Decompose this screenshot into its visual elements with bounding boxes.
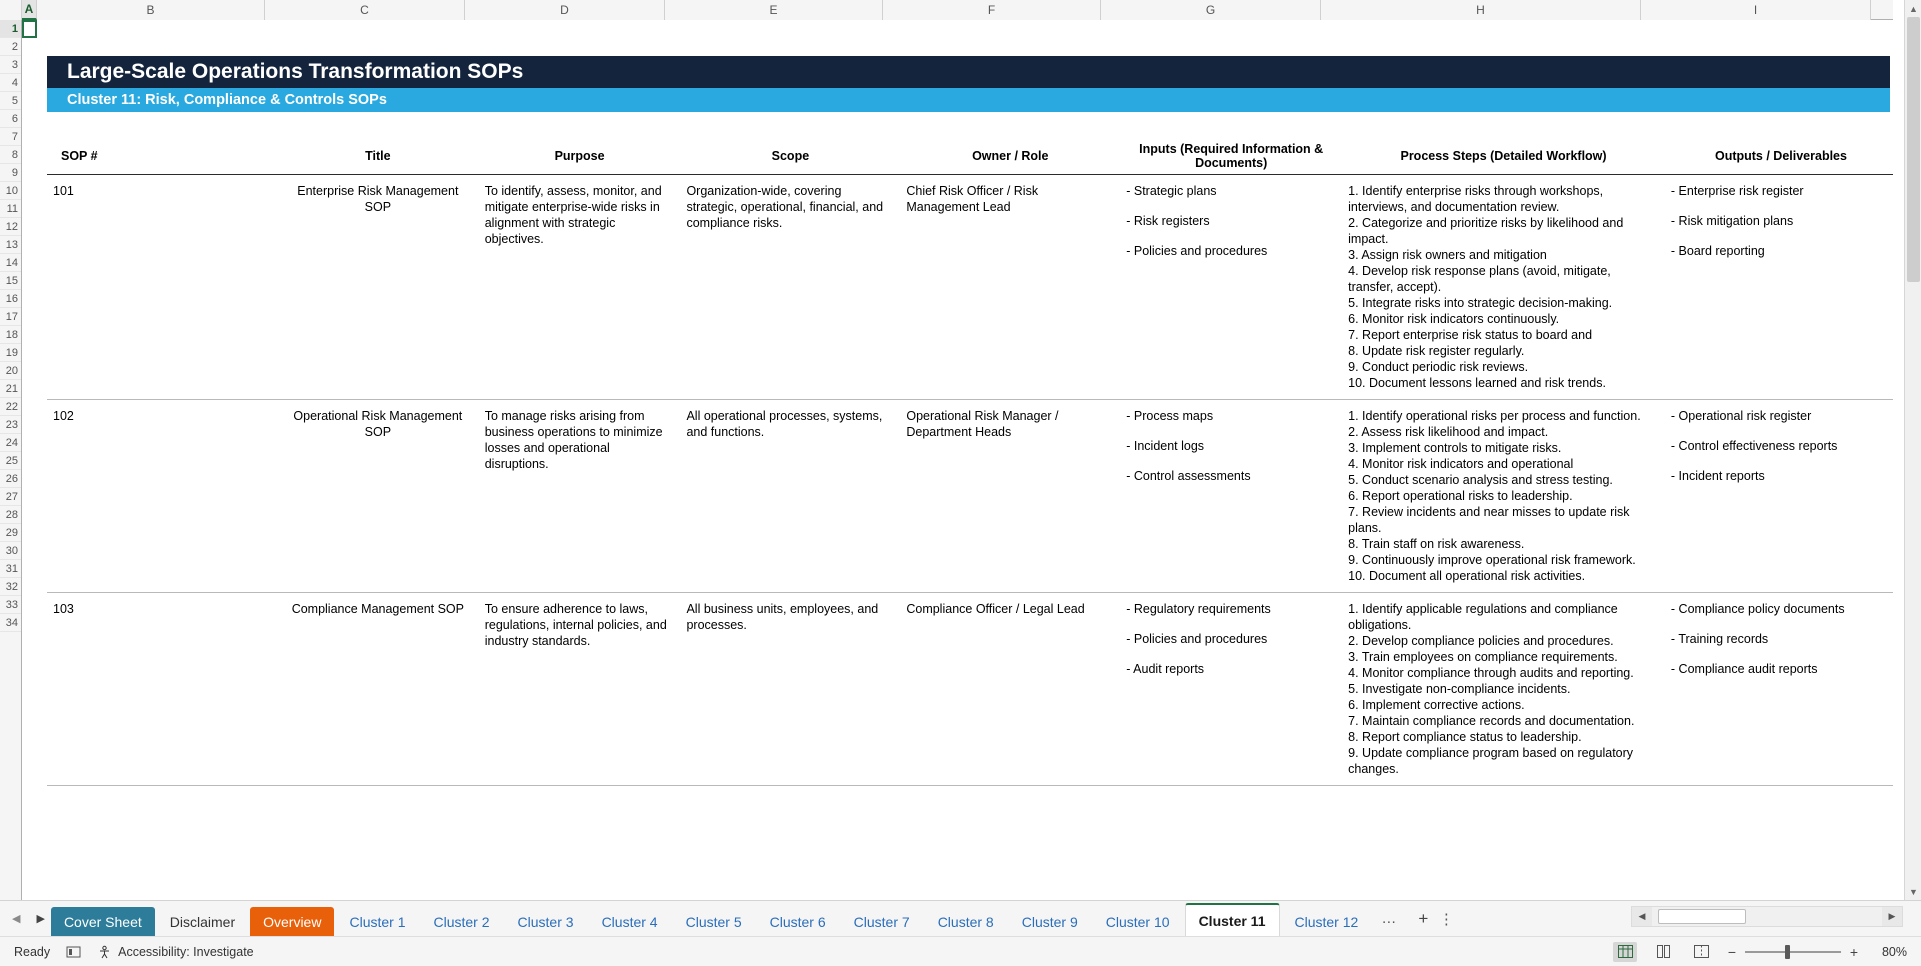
cell-inputs-line: - Strategic plans: [1126, 184, 1217, 198]
cell-process-steps-line: 6. Report operational risks to leadership.: [1348, 489, 1573, 503]
row-header-9[interactable]: 9: [0, 164, 21, 182]
sheet-tab-cluster-3[interactable]: Cluster 3: [505, 907, 587, 937]
sheet-tab-overview[interactable]: Overview: [250, 907, 334, 937]
sheet-tab-cover-sheet[interactable]: Cover Sheet: [51, 907, 155, 937]
row-header-2[interactable]: 2: [0, 38, 21, 56]
accessibility-label: Accessibility: Investigate: [118, 944, 254, 959]
horizontal-scrollbar[interactable]: [1631, 906, 1903, 927]
normal-view-button[interactable]: [1613, 942, 1637, 962]
sheet-tabs-overflow[interactable]: …: [1381, 910, 1397, 927]
cell-process-steps-line: 9. Conduct periodic risk reviews.: [1348, 360, 1529, 374]
cell-process-steps-line: 8. Report compliance status to leadership.: [1348, 730, 1582, 744]
header-owner-role: Owner / Role: [900, 138, 1120, 175]
sheet-nav-arrows[interactable]: [0, 912, 51, 925]
table-body: [47, 175, 1893, 786]
cell-owner-role[interactable]: Compliance Officer / Legal Lead: [900, 593, 1120, 786]
row-header-6[interactable]: 6: [0, 110, 21, 128]
row-header-19[interactable]: 19: [0, 344, 21, 362]
cell-inputs-line: - Control assessments: [1126, 469, 1251, 483]
cell-process-steps-line: 7. Review incidents and near misses to update risk plans.: [1348, 505, 1630, 535]
cell-outputs-line: - Incident reports: [1670, 469, 1765, 483]
row-header-17[interactable]: 17: [0, 308, 21, 326]
cell-process-steps-line: 5. Conduct scenario analysis and stress testing.: [1348, 473, 1613, 487]
cell-owner-role[interactable]: Operational Risk Manager / Department Heads: [900, 400, 1120, 593]
cell-inputs[interactable]: [1120, 175, 1342, 400]
row-header-13[interactable]: 13: [0, 236, 21, 254]
cell-process-steps-line: 10. Document lessons learned and risk trends.: [1348, 376, 1606, 390]
active-cell-a1[interactable]: [22, 20, 37, 38]
row-header-18[interactable]: 18: [0, 326, 21, 344]
cell-scope[interactable]: All operational processes, systems, and functions.: [680, 400, 900, 593]
cell-process-steps-line: 4. Monitor compliance through audits and reporting.: [1348, 666, 1634, 680]
select-all-corner[interactable]: [0, 0, 22, 20]
row-header-20[interactable]: 20: [0, 362, 21, 380]
zoom-slider[interactable]: [1727, 944, 1859, 960]
row-header-12[interactable]: 12: [0, 218, 21, 236]
column-header-D[interactable]: D: [465, 0, 665, 20]
sheet-tab-cluster-2[interactable]: Cluster 2: [421, 907, 503, 937]
cell-inputs[interactable]: [1120, 593, 1342, 786]
row-header-27[interactable]: 27: [0, 488, 21, 506]
sheet-title-banner: Large-Scale Operations Transformation SOPs: [47, 56, 1890, 88]
sheet-tab-cluster-8[interactable]: Cluster 8: [925, 907, 1007, 937]
zoom-in-button[interactable]: +: [1849, 943, 1859, 960]
cell-process-steps-line: 1. Identify applicable regulations and compliance obligations.: [1348, 602, 1618, 632]
cell-process-steps-line: 1. Identify operational risks per process and function.: [1348, 409, 1641, 423]
row-header-24[interactable]: 24: [0, 434, 21, 452]
sop-table: [47, 138, 1893, 786]
cell-inputs-line: - Incident logs: [1126, 439, 1205, 453]
cell-inputs-line: - Risk registers: [1126, 214, 1210, 228]
row-header-column: [0, 20, 22, 900]
cell-outputs-line: - Compliance audit reports: [1670, 662, 1818, 676]
column-header-A[interactable]: A: [22, 0, 37, 20]
row-header-5[interactable]: 5: [0, 92, 21, 110]
grid-canvas[interactable]: [22, 20, 1893, 900]
cell-inputs-line: - Regulatory requirements: [1126, 602, 1271, 616]
cell-outputs-line: - Compliance policy documents: [1670, 602, 1845, 616]
cell-process-steps-line: 5. Integrate risks into strategic decision-making.: [1348, 296, 1613, 310]
cell-outputs-line: - Risk mitigation plans: [1670, 214, 1794, 228]
column-header-E[interactable]: E: [665, 0, 883, 20]
cell-process-steps-line: 1. Identify enterprise risks through workshops, interviews, and documentation review.: [1348, 184, 1604, 214]
cell-process-steps-line: 3. Assign risk owners and mitigation: [1348, 248, 1547, 262]
cell-inputs-line: - Policies and procedures: [1126, 244, 1268, 258]
cell-outputs-line: - Control effectiveness reports: [1670, 439, 1838, 453]
column-header-C[interactable]: C: [265, 0, 465, 20]
cell-process-steps-line: 2. Assess risk likelihood and impact.: [1348, 425, 1549, 439]
header-inputs: Inputs (Required Information & Documents): [1120, 138, 1342, 175]
sheet-tab-cluster-11[interactable]: Cluster 11: [1185, 903, 1280, 937]
row-header-32[interactable]: 32: [0, 578, 21, 596]
column-header-I[interactable]: I: [1641, 0, 1871, 20]
horizontal-scroll-thumb[interactable]: [1658, 909, 1746, 924]
table-row: [47, 175, 1893, 400]
cell-sop-number[interactable]: 103: [47, 593, 277, 786]
zoom-track[interactable]: [1745, 951, 1841, 953]
row-header-21[interactable]: 21: [0, 380, 21, 398]
status-ready-label: Ready: [14, 944, 51, 959]
cell-inputs-line: - Process maps: [1126, 409, 1214, 423]
cell-inputs-line: - Audit reports: [1126, 662, 1205, 676]
cell-outputs-line: - Operational risk register: [1670, 409, 1812, 423]
sheet-subtitle-banner: Cluster 11: Risk, Compliance & Controls SOPs: [47, 88, 1890, 112]
first-sheet-icon[interactable]: ◀: [12, 913, 21, 925]
cell-process-steps-line: 6. Implement corrective actions.: [1348, 698, 1525, 712]
cell-process-steps-line: 2. Develop compliance policies and procedures.: [1348, 634, 1614, 648]
scroll-down-arrow[interactable]: ▼: [1905, 883, 1921, 900]
cell-process-steps-line: 7. Maintain compliance records and documentation.: [1348, 714, 1635, 728]
header-title: Title: [277, 138, 479, 175]
cell-outputs-line: - Enterprise risk register: [1670, 184, 1804, 198]
cell-process-steps-line: 7. Report enterprise risk status to board and: [1348, 328, 1593, 342]
cell-outputs-line: - Board reporting: [1670, 244, 1765, 258]
header-purpose: Purpose: [479, 138, 681, 175]
cell-inputs[interactable]: [1120, 400, 1342, 593]
next-sheet-icon[interactable]: ▶: [36, 913, 45, 925]
sheet-tab-cluster-9[interactable]: Cluster 9: [1009, 907, 1091, 937]
zoom-level-label[interactable]: 80%: [1881, 944, 1907, 959]
cell-process-steps[interactable]: [1342, 400, 1665, 593]
table-row: [47, 400, 1893, 593]
row-header-23[interactable]: 23: [0, 416, 21, 434]
cell-process-steps-line: 2. Categorize and prioritize risks by likelihood and impact.: [1348, 216, 1624, 246]
vertical-scrollbar[interactable]: [1904, 0, 1921, 900]
row-header-28[interactable]: 28: [0, 506, 21, 524]
cell-process-steps-line: 8. Train staff on risk awareness.: [1348, 537, 1525, 551]
cell-process-steps-line: 3. Implement controls to mitigate risks.: [1348, 441, 1562, 455]
cell-process-steps-line: 4. Monitor risk indicators and operational: [1348, 457, 1574, 471]
cell-purpose[interactable]: To ensure adherence to laws, regulations, internal policies, and industry standards.: [479, 593, 681, 786]
row-header-31[interactable]: 31: [0, 560, 21, 578]
row-header-3[interactable]: 3: [0, 56, 21, 74]
sheet-tab-cluster-1[interactable]: Cluster 1: [336, 907, 418, 937]
row-header-1[interactable]: 1: [0, 20, 21, 38]
cell-outputs-line: - Training records: [1670, 632, 1769, 646]
scroll-left-arrow[interactable]: ◀: [1632, 907, 1652, 926]
table-row: [47, 593, 1893, 786]
sheet-tab-cluster-12[interactable]: Cluster 12: [1282, 907, 1372, 937]
row-header-34[interactable]: 34: [0, 614, 21, 632]
column-header-row: [0, 0, 1893, 20]
cell-inputs-line: - Policies and procedures: [1126, 632, 1268, 646]
header-scope: Scope: [680, 138, 900, 175]
sheet-tab-cluster-10[interactable]: Cluster 10: [1093, 907, 1183, 937]
column-header-B[interactable]: B: [37, 0, 265, 20]
cell-process-steps-line: 5. Investigate non-compliance incidents.: [1348, 682, 1571, 696]
row-header-22[interactable]: 22: [0, 398, 21, 416]
header-outputs: Outputs / Deliverables: [1665, 138, 1893, 175]
cell-outputs[interactable]: [1665, 593, 1893, 786]
row-header-33[interactable]: 33: [0, 596, 21, 614]
add-sheet-button[interactable]: +: [1418, 908, 1429, 928]
cell-process-steps-line: 10. Document all operational risk activities.: [1348, 569, 1586, 583]
page-break-view-button[interactable]: [1689, 942, 1713, 962]
sheet-tab-cluster-5[interactable]: Cluster 5: [673, 907, 755, 937]
accessibility-status[interactable]: [97, 945, 253, 959]
sheet-options-button[interactable]: ⋮: [1438, 910, 1454, 928]
sheet-tab-cluster-7[interactable]: Cluster 7: [841, 907, 923, 937]
cell-sop-number[interactable]: 102: [47, 400, 277, 593]
cell-process-steps[interactable]: [1342, 593, 1665, 786]
cell-owner-role[interactable]: Chief Risk Officer / Risk Management Lead: [900, 175, 1120, 400]
cell-process-steps-line: 4. Develop risk response plans (avoid, mitigate, transfer, accept).: [1348, 264, 1611, 294]
sheet-tabs: [51, 901, 1371, 937]
row-header-15[interactable]: 15: [0, 272, 21, 290]
row-header-16[interactable]: 16: [0, 290, 21, 308]
zoom-out-button[interactable]: −: [1727, 943, 1737, 960]
page-layout-view-button[interactable]: [1651, 942, 1675, 962]
sheet-tab-disclaimer[interactable]: Disclaimer: [157, 907, 248, 937]
cell-process-steps[interactable]: [1342, 175, 1665, 400]
cell-title[interactable]: Enterprise Risk Management SOP: [277, 175, 479, 400]
status-bar: [0, 936, 1921, 966]
column-header-G[interactable]: G: [1101, 0, 1321, 20]
row-header-4[interactable]: 4: [0, 74, 21, 92]
cell-purpose[interactable]: To identify, assess, monitor, and mitigate enterprise-wide risks in alignment with strategic objectives.: [479, 175, 681, 400]
vertical-scroll-thumb[interactable]: [1907, 17, 1920, 282]
record-macro-button[interactable]: [66, 945, 81, 959]
column-header-H[interactable]: H: [1321, 0, 1641, 20]
cell-sop-number[interactable]: 101: [47, 175, 277, 400]
cell-title[interactable]: Compliance Management SOP: [277, 593, 479, 786]
sheet-tab-cluster-6[interactable]: Cluster 6: [757, 907, 839, 937]
zoom-thumb[interactable]: [1785, 945, 1790, 959]
header-process-steps: Process Steps (Detailed Workflow): [1342, 138, 1665, 175]
cell-outputs[interactable]: [1665, 175, 1893, 400]
cell-process-steps-line: 6. Monitor risk indicators continuously.: [1348, 312, 1560, 326]
table-header-row: [47, 138, 1893, 175]
sheet-tab-cluster-4[interactable]: Cluster 4: [589, 907, 671, 937]
row-header-8[interactable]: 8: [0, 146, 21, 164]
accessibility-icon: [97, 945, 112, 959]
cell-process-steps-line: 9. Continuously improve operational risk framework.: [1348, 553, 1636, 567]
row-header-7[interactable]: 7: [0, 128, 21, 146]
cell-outputs[interactable]: [1665, 400, 1893, 593]
scroll-right-arrow[interactable]: ▶: [1882, 907, 1902, 926]
cell-process-steps-line: 9. Update compliance program based on regulatory changes.: [1348, 746, 1634, 776]
cell-process-steps-line: 3. Train employees on compliance requirements.: [1348, 650, 1618, 664]
row-header-30[interactable]: 30: [0, 542, 21, 560]
row-header-11[interactable]: 11: [0, 200, 21, 218]
row-header-25[interactable]: 25: [0, 452, 21, 470]
cell-process-steps-line: 8. Update risk register regularly.: [1348, 344, 1525, 358]
row-header-10[interactable]: 10: [0, 182, 21, 200]
cell-purpose[interactable]: To manage risks arising from business operations to minimize losses and operational disruptions.: [479, 400, 681, 593]
header-sop-number: SOP #: [47, 138, 277, 175]
column-header-F[interactable]: F: [883, 0, 1101, 20]
row-header-29[interactable]: 29: [0, 524, 21, 542]
cell-title[interactable]: Operational Risk Management SOP: [277, 400, 479, 593]
row-header-14[interactable]: 14: [0, 254, 21, 272]
scroll-up-arrow[interactable]: ▲: [1905, 0, 1921, 17]
cell-scope[interactable]: All business units, employees, and processes.: [680, 593, 900, 786]
row-header-26[interactable]: 26: [0, 470, 21, 488]
cell-scope[interactable]: Organization-wide, covering strategic, operational, financial, and compliance risks.: [680, 175, 900, 400]
